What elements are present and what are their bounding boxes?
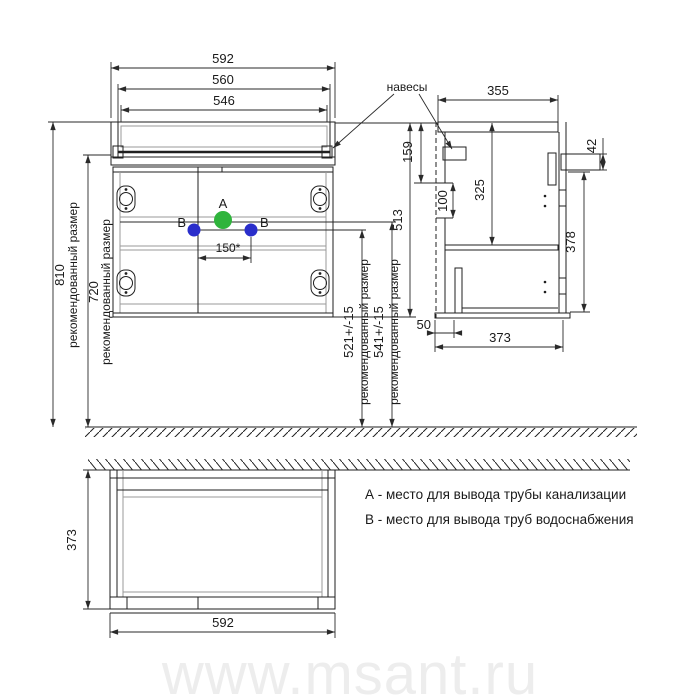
svg-text:159: 159 bbox=[400, 141, 415, 163]
dim-720 bbox=[83, 155, 113, 427]
side-bottom-divider bbox=[455, 268, 462, 313]
side-view bbox=[400, 83, 607, 352]
dim-355 bbox=[438, 83, 558, 122]
svg-text:42: 42 bbox=[584, 138, 599, 154]
wall-hanger-bracket bbox=[443, 147, 466, 160]
svg-text:541+/-15: 541+/-15 bbox=[371, 306, 386, 358]
svg-text:378: 378 bbox=[563, 231, 578, 253]
legend-line-b: В - место для вывода труб водоснабжения bbox=[365, 512, 634, 527]
point-b-right-label: B bbox=[260, 215, 269, 230]
dim-592-bottom bbox=[110, 613, 335, 638]
dim-378 bbox=[563, 172, 590, 312]
dim-100-back-cutout bbox=[435, 183, 453, 218]
svg-text:150*: 150* bbox=[215, 241, 241, 255]
svg-text:521+/-15: 521+/-15 bbox=[341, 306, 356, 358]
front-view bbox=[48, 51, 416, 427]
point-a-label: A bbox=[218, 196, 228, 211]
svg-text:рекомендованный размер: рекомендованный размер bbox=[357, 259, 371, 405]
hangers-label: навесы bbox=[386, 80, 428, 94]
dim-521 bbox=[341, 230, 371, 427]
svg-text:592: 592 bbox=[212, 615, 234, 630]
svg-text:720: 720 bbox=[86, 281, 101, 303]
legend bbox=[365, 487, 634, 527]
point-b-right-water bbox=[245, 224, 258, 237]
wall-line bbox=[88, 459, 630, 470]
svg-text:560: 560 bbox=[212, 72, 234, 87]
point-a-canalization bbox=[214, 211, 232, 229]
dim-325 bbox=[472, 123, 492, 245]
side-front-ledge bbox=[561, 154, 600, 170]
front-countertop bbox=[111, 122, 335, 165]
floor-line bbox=[85, 427, 637, 437]
dim-541 bbox=[371, 222, 401, 427]
svg-text:355: 355 bbox=[487, 83, 509, 98]
svg-text:325: 325 bbox=[472, 179, 487, 201]
watermark: www.msant.ru bbox=[161, 642, 539, 700]
hangers-callout bbox=[333, 80, 452, 149]
svg-text:100: 100 bbox=[435, 190, 450, 212]
svg-text:рекомендованный размер: рекомендованный размер bbox=[99, 219, 113, 365]
dim-42 bbox=[584, 138, 607, 170]
svg-text:513: 513 bbox=[390, 209, 405, 231]
svg-text:592: 592 bbox=[212, 51, 234, 66]
bottom-outline bbox=[110, 470, 335, 609]
svg-text:373: 373 bbox=[489, 330, 511, 345]
side-top-panel bbox=[438, 122, 558, 132]
svg-text:рекомендованный размер: рекомендованный размер bbox=[387, 259, 401, 405]
dim-373-bottom bbox=[64, 470, 110, 609]
point-b-left-label: B bbox=[177, 215, 186, 230]
side-bottom-panel bbox=[435, 313, 570, 318]
legend-line-a: А - место для вывода трубы канализации bbox=[365, 487, 627, 502]
svg-text:50: 50 bbox=[416, 317, 431, 332]
svg-text:546: 546 bbox=[213, 93, 235, 108]
dim-546 bbox=[121, 93, 327, 122]
svg-text:рекомендованный размер: рекомендованный размер bbox=[66, 202, 80, 348]
svg-text:373: 373 bbox=[64, 529, 79, 551]
bottom-view bbox=[64, 459, 630, 638]
point-b-left-water bbox=[188, 224, 201, 237]
dim-159 bbox=[400, 123, 438, 183]
svg-text:810: 810 bbox=[52, 264, 67, 286]
side-shelf bbox=[445, 245, 558, 250]
